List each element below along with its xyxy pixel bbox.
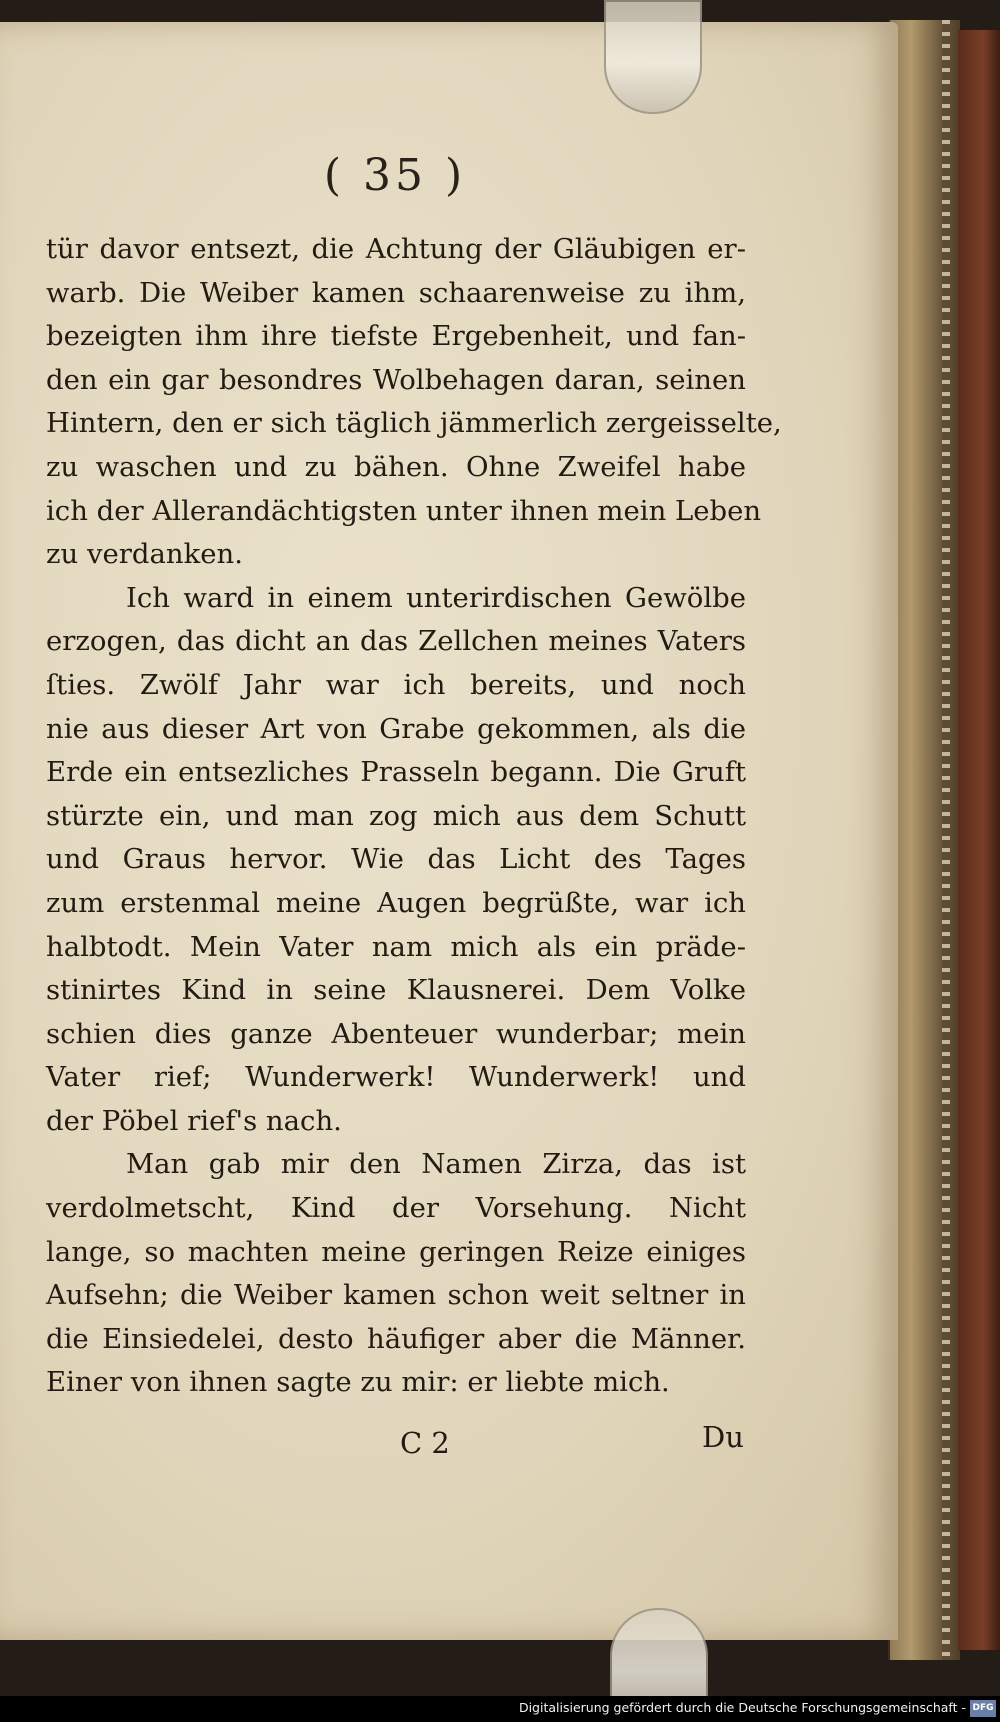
text-line: stürzte ein, und man zog mich aus dem Schutt [46,799,746,832]
text-line: lange, so machten meine geringen Reize einiges [46,1235,746,1268]
text-line: die Einsiedelei, desto häufiger aber die Männer. [46,1322,746,1355]
text-line: der Pöbel rief's nach. [46,1104,342,1137]
text-line: zu waschen und zu bähen. Ohne Zweifel habe [46,450,746,483]
text-line: Hintern, den er sich täglich jämmerlich zergeisselte, [46,407,782,440]
text-line: Erde ein entsezliches Prasseln begann. Die Gruft [46,756,746,789]
text-line: halbtodt. Mein Vater nam mich als ein präde- [46,930,746,963]
text-line: verdolmetscht, Kind der Vorsehung. Nicht [46,1192,746,1225]
page-number: ( 35 ) [323,150,467,201]
text-line: Einer von ihnen sagte zu mir: er liebte mich. [46,1366,670,1399]
body-text [46,228,782,1405]
text-line: Vater rief; Wunderwerk! Wunderwerk! und [46,1061,746,1094]
text-line: warb. Die Weiber kamen schaarenweise zu ihm, [46,276,746,309]
text-line: und Graus hervor. Wie das Licht des Tages [46,843,746,876]
book-fore-edge [888,20,960,1660]
text-line: zum erstenmal meine Augen begrüßte, war ich [46,886,746,919]
text-line: stinirtes Kind in seine Klausnerei. Dem Volke [46,974,746,1007]
catchword: Du [702,1420,744,1454]
text-line: zu verdanken. [46,538,243,571]
text-line: erzogen, das dicht an das Zellchen meines Vaters [46,625,746,658]
signature-mark: C 2 [400,1426,450,1460]
footer-credit: Digitalisierung gefördert durch die Deutsche Forschungsgemeinschaft - [518,1700,966,1715]
book-cover-edge [958,30,1000,1650]
text-line: Aufsehn; die Weiber kamen schon weit seltner in [46,1279,746,1312]
text-line: Ich ward in einem unterirdischen Gewölbe [126,581,746,614]
page-clip-top [604,0,702,114]
text-line: schien dies ganze Abenteuer wunderbar; mein [46,1017,746,1050]
text-line: den ein gar besondres Wolbehagen daran, seinen [46,363,746,396]
dfg-logo: DFG [970,1700,996,1717]
footer-bar [0,1696,1000,1722]
text-line: ſties. Zwölf Jahr war ich bereits, und noch [46,668,746,701]
text-line: nie aus dieser Art von Grabe gekommen, als die [46,712,746,745]
text-line: ich der Allerandächtigsten unter ihnen mein Leben [46,494,762,527]
text-line: bezeigten ihm ihre tiefste Ergebenheit, und fan- [46,320,746,353]
text-line: tür davor entsezt, die Achtung der Gläubigen er- [46,233,746,265]
text-line: Man gab mir den Namen Zirza, das ist [126,1148,746,1181]
